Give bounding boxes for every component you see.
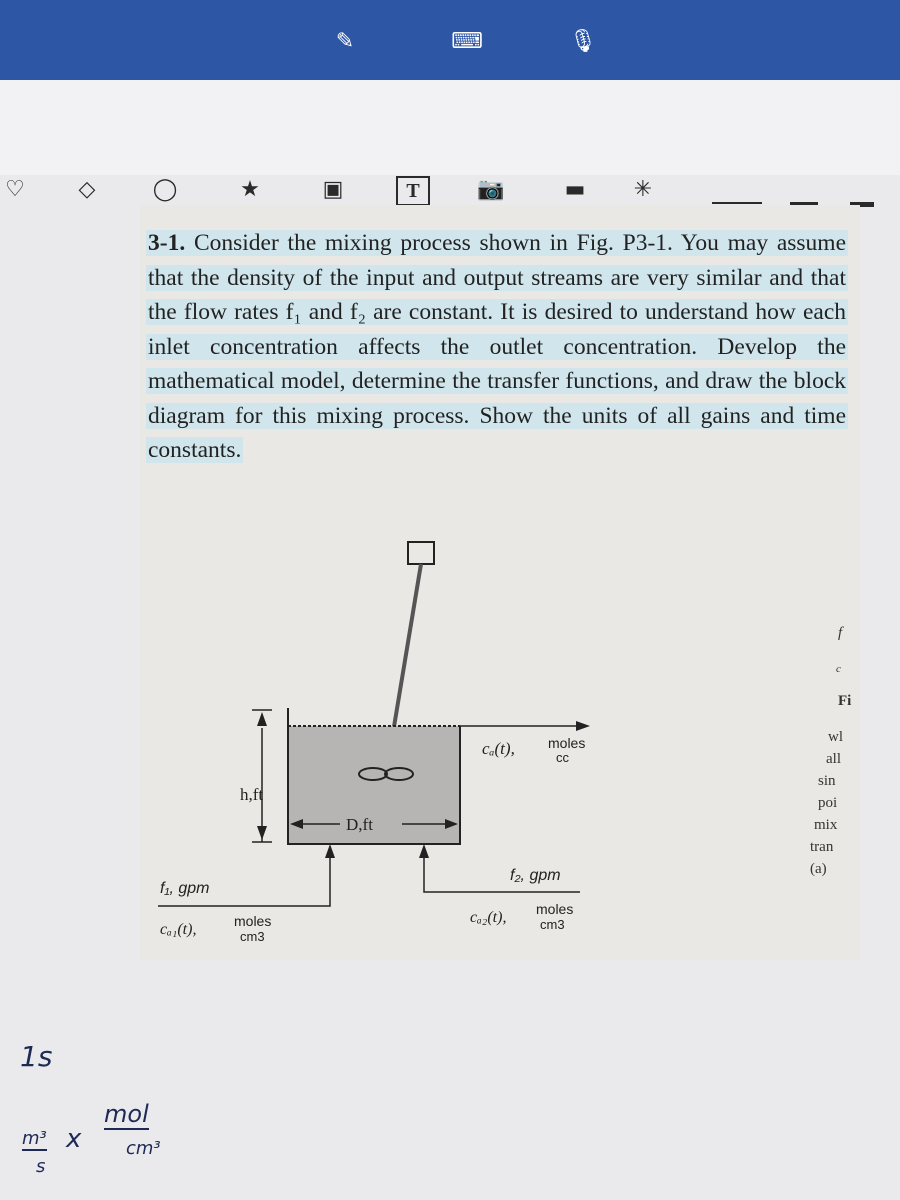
image-icon[interactable]: ▣ — [322, 176, 344, 202]
shape-recognition-icon[interactable]: ◇ — [78, 176, 96, 202]
voice-settings-icon[interactable]: 🎙 — [569, 28, 597, 54]
handwriting-1s: 1s — [20, 1040, 53, 1073]
laser-pointer-icon[interactable]: ✳ — [633, 176, 653, 202]
handwriting-cm3: cm³ — [126, 1138, 161, 1159]
inlet1-flow: f₁, gpm — [160, 880, 210, 897]
problem-text: Consider the mixing process shown in Fig. P3-1. You may assume that the density of the input and output streams are very similar and that the flow rates f₁ and f₂ are constant. It is desired to understand how each inlet concentration affects the outlet concentration. Develop the mathematical model, determine the transfer functions, and draw the block diagram for this mixing process. Show the units of all gains and time constants. — [148, 230, 847, 463]
mixing-tank-figure — [140, 530, 740, 950]
inlet1-stream — [158, 852, 330, 906]
sticker-icon[interactable]: ★ — [240, 176, 260, 202]
lasso-icon[interactable]: ◯ — [152, 176, 178, 202]
inlet1-arrowhead — [325, 844, 335, 858]
height-arrow-up — [257, 712, 267, 726]
handwriting-m3: m³ — [22, 1128, 47, 1149]
inlet2-units-top: moles — [536, 901, 574, 917]
margin-line: Fi — [838, 693, 852, 709]
camera-image-icon[interactable]: 📷 — [477, 176, 505, 202]
margin-line: tran — [810, 839, 834, 855]
diameter-label: D,ft — [346, 815, 373, 834]
outlet-units-top: moles — [548, 735, 586, 751]
annotation-toolbar — [0, 80, 900, 202]
outlet-concentration: cₐ(t), — [482, 739, 515, 758]
pen-thin-swatch[interactable] — [712, 202, 762, 204]
inlet1-units-top: moles — [234, 913, 272, 929]
cropped-margin-text — [808, 622, 858, 880]
problem-number: 3-1. — [148, 230, 186, 256]
inlet2-arrowhead — [419, 844, 429, 858]
ruler-icon[interactable]: ▬ — [564, 176, 586, 202]
height-arrow-down — [257, 826, 267, 840]
highlighter-icon[interactable]: ✎ — [335, 28, 355, 54]
inlet2-concentration: cₐ₂(t), — [470, 909, 507, 926]
height-label: h,ft — [240, 785, 264, 804]
outlet-arrowhead — [576, 721, 590, 731]
margin-line: mix — [814, 817, 838, 833]
inlet1-units-bottom: cm3 — [240, 929, 265, 944]
inlet2-flow: f₂, gpm — [510, 867, 561, 884]
margin-line: f — [838, 625, 843, 641]
margin-line: poi — [818, 795, 838, 811]
inlet2-units-bottom: cm3 — [540, 917, 565, 932]
pen-icon[interactable]: ♡ — [5, 176, 25, 202]
handwriting-s: s — [36, 1156, 46, 1177]
handwriting-mol: mol — [104, 1100, 149, 1128]
inlet1-concentration: cₐ₁(t), — [160, 921, 197, 938]
outlet-units-bottom: cc — [556, 750, 569, 765]
tank-liquid — [288, 726, 460, 844]
motor-box — [408, 542, 434, 564]
margin-line: wl — [828, 729, 843, 745]
problem-statement — [146, 226, 848, 468]
margin-line: sin — [818, 773, 836, 789]
keyboard-icon[interactable]: ⌨ — [451, 28, 483, 54]
handwriting-times: x — [66, 1124, 82, 1154]
margin-line: all — [826, 751, 841, 767]
text-box-icon[interactable]: T — [396, 176, 430, 206]
margin-line: c — [836, 663, 841, 675]
margin-line: (a) — [810, 861, 827, 877]
top-bar — [0, 0, 900, 80]
